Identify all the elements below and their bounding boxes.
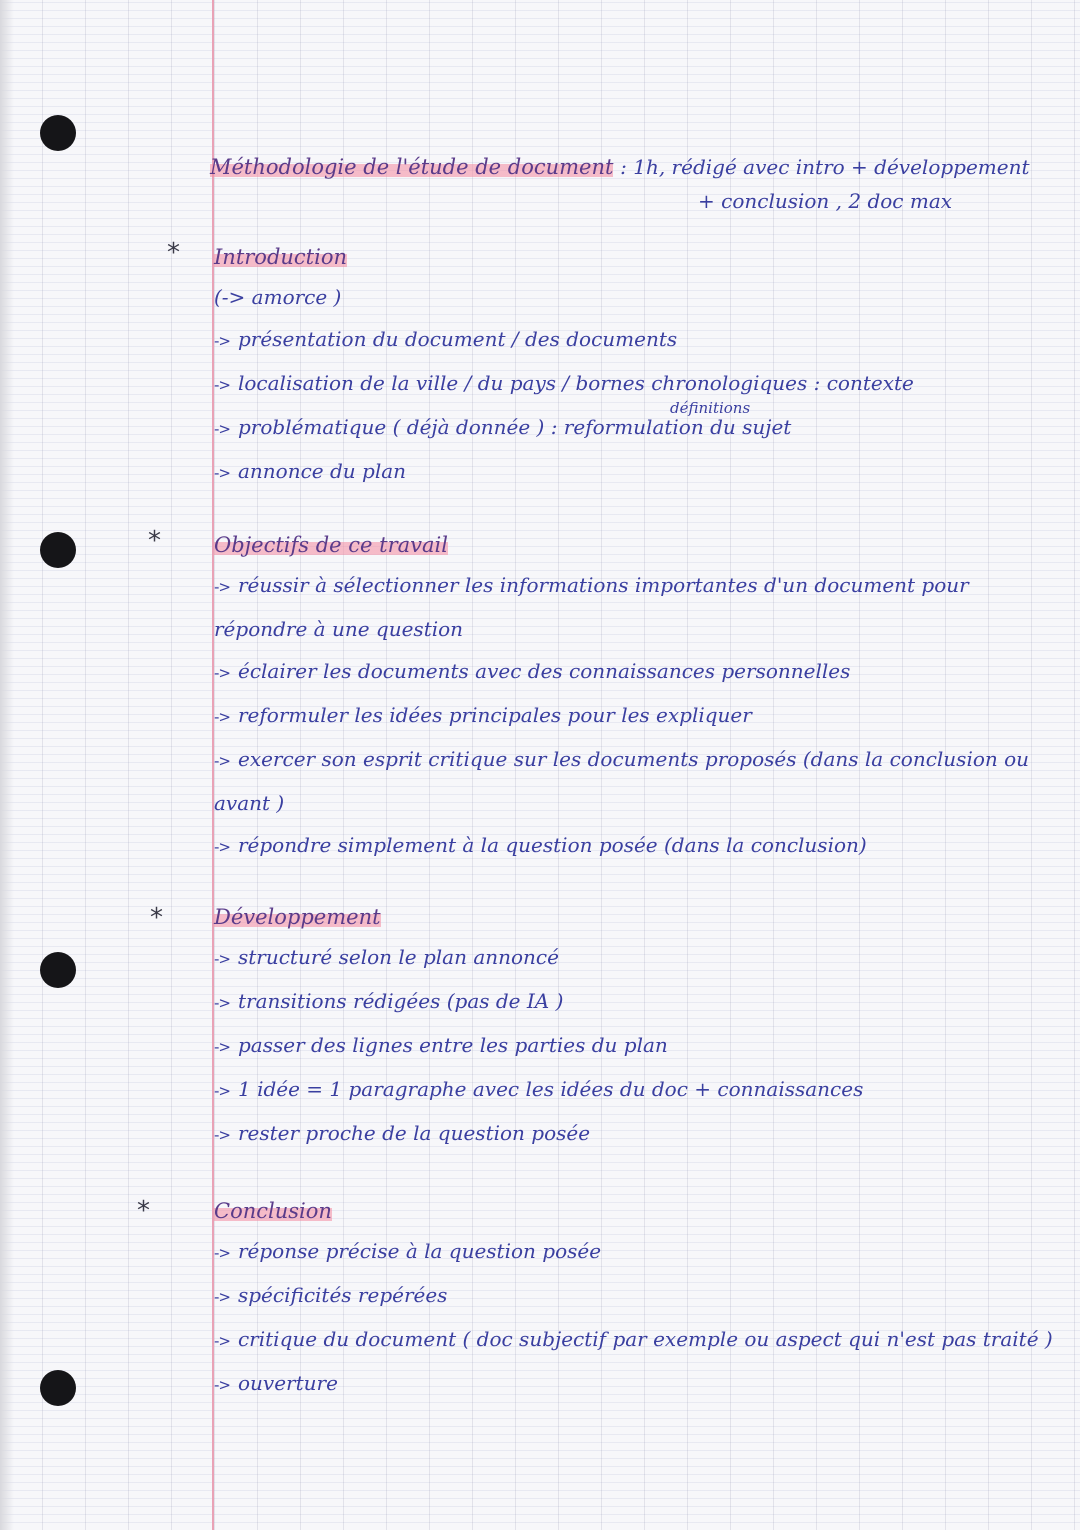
list-item: [214, 1274, 1064, 1318]
title-note-line1: : 1h, rédigé avec intro + développement: [620, 155, 1030, 179]
list-item: (-> amorce ): [214, 285, 342, 309]
arrow-icon: ->: [214, 950, 230, 968]
heading-text: Objectifs de ce travail: [214, 533, 448, 557]
section-heading: [214, 238, 1064, 276]
list-item-text: structuré selon le plan annoncé: [237, 945, 559, 969]
punch-hole: [40, 1370, 76, 1406]
list-item: [214, 694, 1064, 738]
list-item-text: éclairer les documents avec des connaissances personnelles: [237, 659, 851, 683]
arrow-icon: ->: [214, 1126, 230, 1144]
star-marker: *: [167, 238, 180, 268]
arrow-icon: ->: [214, 1376, 230, 1394]
arrow-icon: ->: [214, 1332, 230, 1350]
list-item-text: passer des lignes entre les parties du plan: [237, 1033, 668, 1057]
list-item: [214, 1024, 1064, 1068]
arrow-icon: ->: [214, 1288, 230, 1306]
list-item: [214, 824, 1064, 868]
list-item-text: réponse précise à la question posée: [237, 1239, 602, 1263]
arrow-icon: ->: [214, 838, 230, 856]
list-item: [214, 1068, 1064, 1112]
list-item-text: réussir à sélectionner les informations importantes d'un document pour répondre à une question: [214, 573, 969, 641]
list-item-text: critique du document ( doc subjectif par exemple ou aspect qui n'est pas traité ): [237, 1327, 1053, 1351]
list-item-text: rester proche de la question posée: [237, 1121, 591, 1145]
arrow-icon: ->: [214, 464, 230, 482]
section-heading: [214, 1192, 1064, 1230]
list-item: [214, 1318, 1064, 1362]
star-marker: *: [148, 526, 161, 556]
list-item: [214, 564, 1064, 650]
list-item: [214, 318, 1064, 362]
arrow-icon: ->: [214, 752, 230, 770]
heading-text: Développement: [214, 905, 381, 929]
list-item-text: reformuler les idées principales pour les expliquer: [237, 703, 752, 727]
list-item-text: ouverture: [237, 1371, 338, 1395]
heading-text: Introduction: [214, 245, 347, 269]
list-item-text: spécificités repérées: [237, 1283, 448, 1307]
arrow-icon: ->: [214, 1082, 230, 1100]
list-item-text: présentation du document / des documents: [237, 327, 678, 351]
arrow-icon: ->: [214, 708, 230, 726]
list-item: [214, 1112, 1064, 1156]
list-item: [214, 980, 1064, 1024]
list-item-text: répondre simplement à la question posée (dans la conclusion): [237, 833, 867, 857]
list-item: [214, 738, 1064, 824]
list-item: [214, 1362, 1064, 1406]
list-item: [214, 406, 1064, 450]
section-heading: [214, 526, 1064, 564]
arrow-icon: ->: [214, 664, 230, 682]
list-item: [214, 936, 1064, 980]
list-item-text: localisation de la ville / du pays / bornes chronologiques : contexte: [237, 371, 914, 395]
arrow-icon: ->: [214, 1038, 230, 1056]
arrow-icon: ->: [214, 332, 230, 350]
arrow-icon: ->: [214, 994, 230, 1012]
star-marker: *: [137, 1196, 150, 1226]
section-developpement: [214, 898, 1064, 1156]
section-objectifs: [214, 526, 1064, 868]
list-item-text: transitions rédigées (pas de IA ): [237, 989, 564, 1013]
list-item: [214, 1230, 1064, 1274]
arrow-icon: ->: [214, 376, 230, 394]
star-marker: *: [150, 903, 163, 933]
list-item-text: exercer son esprit critique sur les documents proposés (dans la conclusion ou avant ): [214, 747, 1030, 815]
section-introduction: [214, 238, 1064, 494]
punch-hole: [40, 532, 76, 568]
page-title: Méthodologie de l'étude de document: [210, 155, 614, 179]
list-item-text: problématique ( déjà donnée ) : reformulation du sujet: [237, 415, 792, 439]
section-conclusion: [214, 1192, 1064, 1406]
arrow-icon: ->: [214, 578, 230, 596]
list-item: [214, 450, 1064, 494]
heading-text: Conclusion: [214, 1199, 332, 1223]
list-item-text: 1 idée = 1 paragraphe avec les idées du doc + connaissances: [237, 1077, 864, 1101]
page-title-line: [210, 150, 1070, 184]
margin-note: définitions: [670, 399, 751, 417]
page-title-block: [210, 150, 1070, 218]
list-item-text: annonce du plan: [237, 459, 407, 483]
section-heading: [214, 898, 1064, 936]
punch-hole: [40, 952, 76, 988]
list-item: [214, 650, 1064, 694]
arrow-icon: ->: [214, 1244, 230, 1262]
arrow-icon: ->: [214, 420, 230, 438]
punch-hole: [40, 115, 76, 151]
title-note-line2: + conclusion , 2 doc max: [698, 189, 953, 213]
